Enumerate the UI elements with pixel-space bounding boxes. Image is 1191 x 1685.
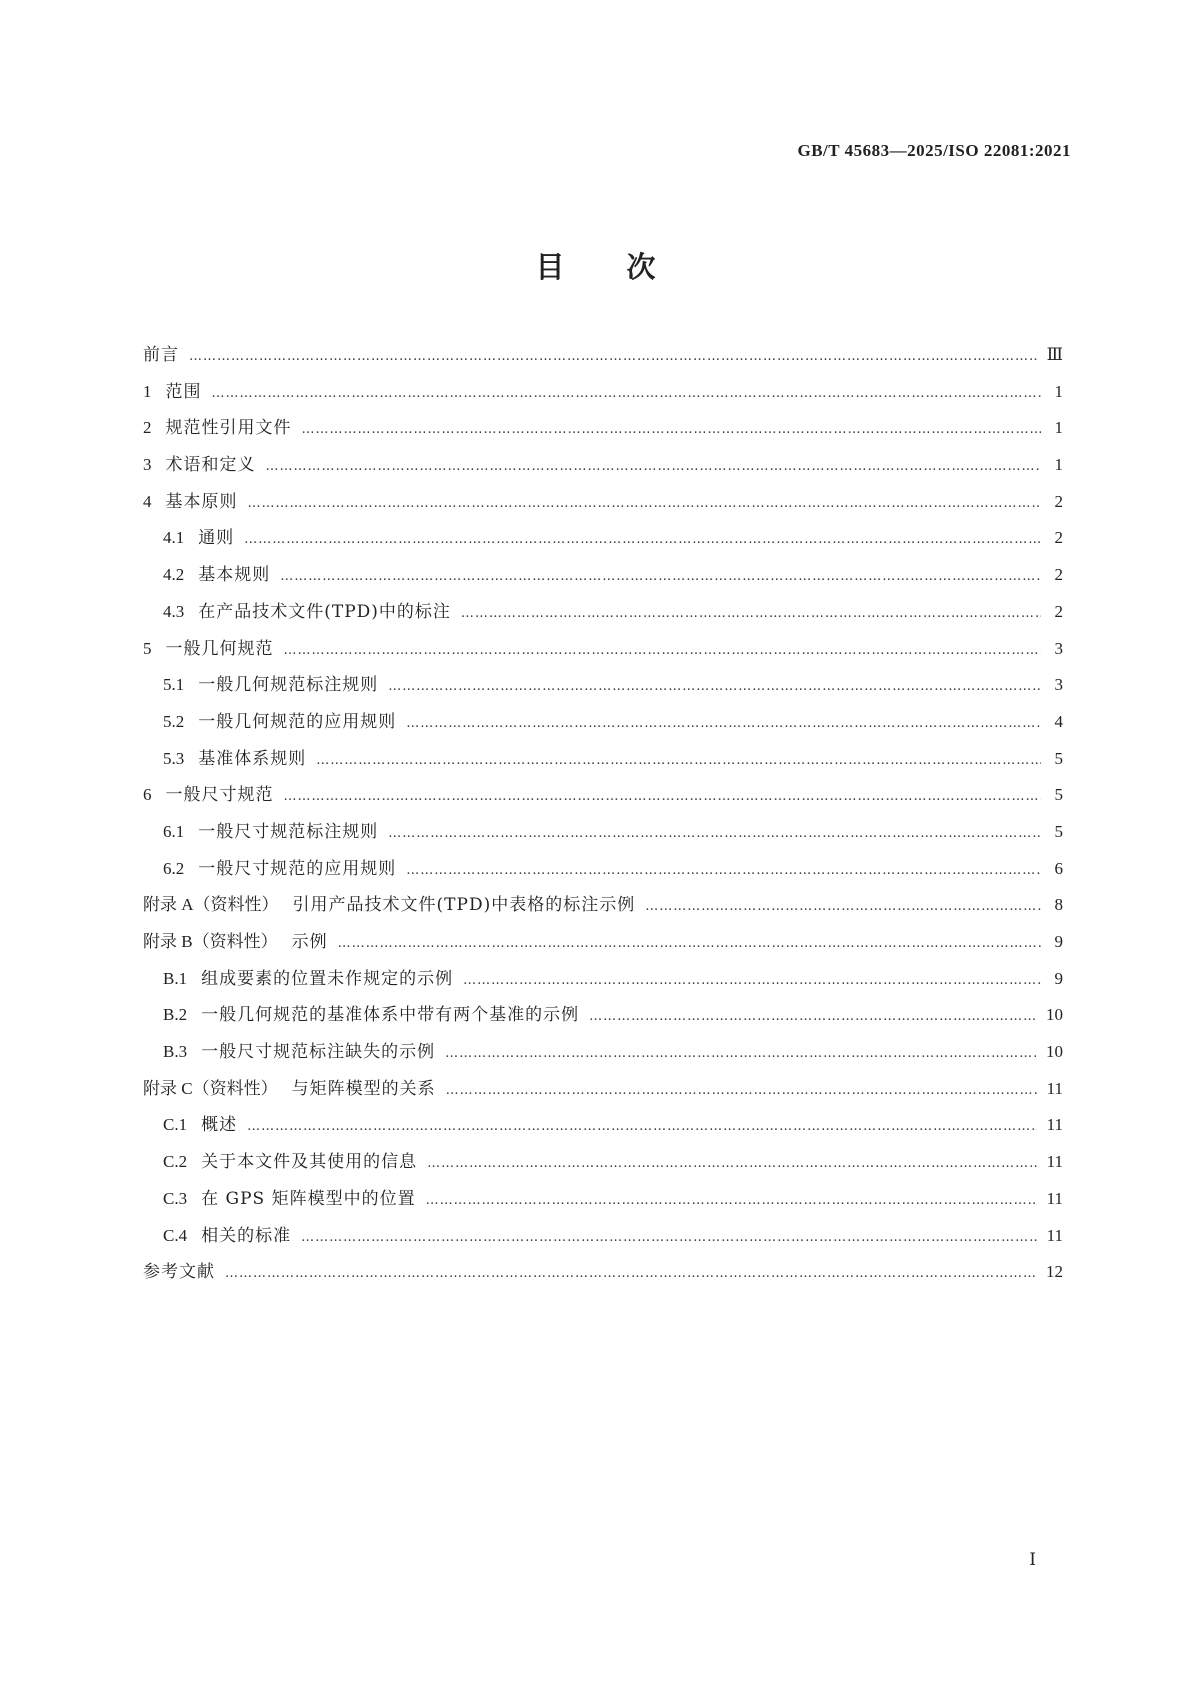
toc-entry[interactable] (143, 1000, 1063, 1037)
toc-leader-dots (406, 716, 1041, 731)
toc-entry-number: C.3 (163, 1188, 188, 1208)
toc-entry[interactable] (143, 780, 1063, 817)
toc-entry-number: 2 (143, 418, 152, 438)
toc-entry-title: 关于本文件及其使用的信息 (201, 1152, 418, 1173)
toc-entry-number: 4.2 (163, 565, 185, 585)
page-title: 目次 (535, 250, 718, 284)
toc-entry-title: 基本规则 (198, 565, 271, 586)
toc-entry-page: Ⅲ (1046, 345, 1063, 364)
toc-leader-dots (316, 753, 1041, 768)
toc-entry-title: 一般尺寸规范标注缺失的示例 (201, 1042, 436, 1063)
toc-leader-dots (244, 532, 1041, 547)
toc-entry-title: 一般尺寸规范 (165, 785, 274, 806)
toc-entry[interactable] (143, 1221, 1063, 1258)
toc-entry-number: 6.2 (163, 858, 185, 878)
toc-entry-title: 一般几何规范 (165, 638, 274, 659)
toc-leader-dots (338, 936, 1041, 951)
toc-entry[interactable] (143, 597, 1063, 634)
toc-leader-dots (266, 459, 1042, 474)
toc-entry-title: 一般尺寸规范标注规则 (198, 821, 379, 842)
toc-leader-dots (189, 349, 1037, 364)
toc-entry-number: B.3 (163, 1042, 188, 1062)
toc-entry-number: 附录 B（资料性） (143, 932, 278, 951)
toc-leader-dots (589, 1009, 1036, 1024)
toc-entry-page: 8 (1054, 895, 1063, 915)
toc-entry-title: 规范性引用文件 (165, 418, 292, 439)
toc-entry-number: C.4 (163, 1225, 188, 1245)
toc-leader-dots (461, 606, 1041, 621)
toc-entry-page: 12 (1046, 1262, 1063, 1282)
toc-entry-page: 2 (1054, 528, 1063, 548)
toc-entry[interactable] (143, 670, 1063, 707)
standard-number: GB/T 45683—2025/ISO 22081:2021 (797, 141, 1071, 160)
page-number: Ⅰ (1029, 1550, 1036, 1569)
toc-entry-number: 5.3 (163, 748, 185, 768)
toc-leader-dots (280, 569, 1041, 584)
toc-entry[interactable] (143, 634, 1063, 671)
toc-entry-title: 基准体系规则 (198, 748, 307, 769)
toc-entry-number: B.1 (163, 968, 188, 988)
toc-entry-number: B.2 (163, 1005, 188, 1025)
toc-entry-title: 参考文献 (143, 1262, 215, 1283)
toc-entry-page: 4 (1054, 711, 1063, 731)
toc-entry-page: 5 (1054, 821, 1063, 841)
toc-entry[interactable] (143, 413, 1063, 450)
toc-entry-title: 基本原则 (165, 491, 238, 512)
toc-entry[interactable] (143, 1147, 1063, 1184)
toc-entry-page: 11 (1046, 1188, 1063, 1208)
toc-entry-number: 4.1 (163, 528, 185, 548)
toc-entry-title: 示例 (291, 932, 328, 952)
toc-entry-number: C.1 (163, 1115, 188, 1135)
toc-leader-dots (212, 386, 1042, 401)
toc-entry-number: 6.1 (163, 821, 185, 841)
toc-entry-title: 相关的标准 (201, 1225, 292, 1246)
toc-entry-title: 与矩阵模型的关系 (291, 1078, 436, 1099)
toc-leader-dots (301, 1230, 1037, 1245)
toc-entry-title: 在产品技术文件(TPD)中的标注 (198, 601, 451, 622)
toc-entry-number: 4 (143, 491, 152, 511)
toc-entry[interactable] (143, 964, 1063, 1001)
toc-entry[interactable] (143, 377, 1063, 414)
toc-entry-title: 引用产品技术文件(TPD)中表格的标注示例 (292, 895, 636, 916)
toc-entry-number: C.2 (163, 1152, 188, 1172)
toc-entry-number: 附录 C（资料性） (143, 1078, 278, 1098)
toc-entry[interactable] (143, 707, 1063, 744)
toc-entry-page: 10 (1046, 1042, 1063, 1062)
toc-entry-page: 1 (1054, 418, 1063, 438)
toc-entry[interactable] (143, 450, 1063, 487)
toc-leader-dots (426, 1193, 1037, 1208)
toc-entry-title: 一般几何规范标注规则 (198, 675, 379, 696)
toc-entry[interactable] (143, 560, 1063, 597)
toc-entry[interactable] (143, 927, 1063, 964)
toc-leader-dots (388, 826, 1041, 841)
toc-entry-title: 前言 (143, 345, 179, 365)
toc-entry[interactable] (143, 890, 1063, 927)
toc-entry-page: 3 (1054, 638, 1063, 658)
toc-leader-dots (446, 1083, 1037, 1098)
toc-entry[interactable] (143, 1257, 1063, 1294)
toc-entry-page: 11 (1046, 1225, 1063, 1245)
toc-entry-title: 通则 (198, 528, 235, 549)
toc-entry-page: 11 (1046, 1078, 1063, 1098)
toc-entry[interactable] (143, 340, 1063, 377)
toc-entry-title: 一般尺寸规范的应用规则 (198, 858, 397, 879)
toc-entry-title: 术语和定义 (165, 455, 256, 476)
toc-leader-dots (302, 422, 1042, 437)
toc-leader-dots (445, 1046, 1036, 1061)
toc-leader-dots (645, 899, 1041, 914)
toc-entry-title: 一般几何规范的基准体系中带有两个基准的示例 (201, 1005, 580, 1026)
toc-entry-page: 6 (1054, 858, 1063, 878)
toc-entry-page: 1 (1054, 381, 1063, 401)
toc-leader-dots (388, 679, 1041, 694)
toc-entry-title: 一般几何规范的应用规则 (198, 711, 397, 732)
toc-leader-dots (427, 1156, 1037, 1171)
toc-entry-title: 范围 (165, 381, 202, 402)
toc-leader-dots (463, 973, 1041, 988)
toc-entry-title: 概述 (201, 1115, 238, 1136)
toc-entry-page: 5 (1054, 748, 1063, 768)
toc-entry[interactable] (143, 523, 1063, 560)
toc-entry-number: 5.1 (163, 675, 185, 695)
toc-entry[interactable] (143, 817, 1063, 854)
toc-entry-page: 2 (1054, 601, 1063, 621)
toc-entry-number: 5 (143, 638, 152, 658)
toc-leader-dots (284, 643, 1042, 658)
toc-entry-page: 2 (1054, 565, 1063, 585)
toc-entry[interactable] (143, 1110, 1063, 1147)
toc-entry-page: 2 (1054, 491, 1063, 511)
toc-entry-number: 3 (143, 455, 152, 475)
toc-entry[interactable] (143, 1037, 1063, 1074)
toc-leader-dots (248, 496, 1042, 511)
toc-entry[interactable] (143, 854, 1063, 891)
toc-entry-number: 4.3 (163, 601, 185, 621)
toc-leader-dots (225, 1266, 1036, 1281)
toc-leader-dots (284, 789, 1042, 804)
table-of-contents (143, 340, 1063, 1294)
toc-entry-number: 6 (143, 785, 152, 805)
toc-entry-title: 组成要素的位置未作规定的示例 (201, 968, 454, 989)
toc-entry-page: 11 (1046, 1115, 1063, 1135)
toc-entry-page: 1 (1054, 455, 1063, 475)
toc-entry-page: 9 (1054, 968, 1063, 988)
toc-leader-dots (406, 863, 1041, 878)
toc-entry-title: 在 GPS 矩阵模型中的位置 (201, 1188, 416, 1209)
toc-entry[interactable] (143, 1184, 1063, 1221)
toc-entry-page: 10 (1046, 1005, 1063, 1025)
toc-entry-number: 1 (143, 381, 152, 401)
toc-entry-page: 3 (1054, 675, 1063, 695)
toc-entry[interactable] (143, 744, 1063, 781)
toc-entry-number: 5.2 (163, 711, 185, 731)
toc-entry-page: 11 (1046, 1152, 1063, 1172)
toc-entry-page: 5 (1054, 785, 1063, 805)
toc-leader-dots (247, 1119, 1037, 1134)
toc-entry[interactable] (143, 1074, 1063, 1111)
toc-entry-number: 附录 A（资料性） (143, 895, 279, 915)
toc-entry[interactable] (143, 487, 1063, 524)
toc-entry-page: 9 (1054, 932, 1063, 951)
